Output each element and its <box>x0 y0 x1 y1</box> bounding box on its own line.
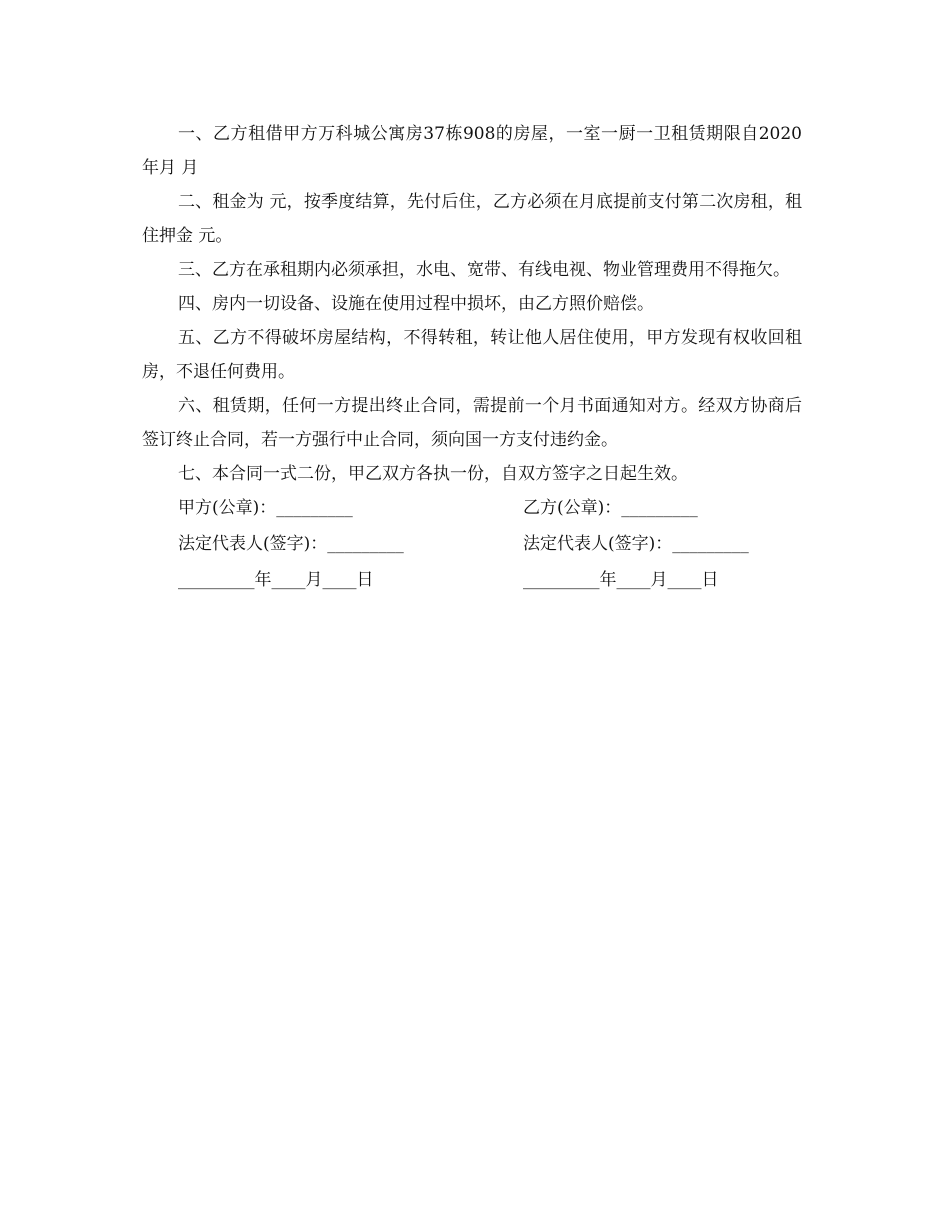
party-a-representative-line: 法定代表人(签字)：_________ <box>178 534 404 554</box>
contract-body <box>142 117 802 599</box>
seal-row <box>142 491 802 527</box>
clause-2: 二、租金为 元，按季度结算，先付后住，乙方必须在月底提前支付第二次房租，租住押金 元。 <box>142 192 802 246</box>
party-b-seal-line: 乙方(公章)：_________ <box>523 498 698 518</box>
party-a-date-line: _________年____月____日 <box>178 570 374 590</box>
clause-6: 六、租赁期，任何一方提出终止合同，需提前一个月书面通知对方。经双方协商后签订终止合同，若一方强行中止合同，须向国一方支付违约金。 <box>142 396 802 450</box>
party-b-representative-line: 法定代表人(签字)：_________ <box>523 534 749 554</box>
party-a-seal-line: 甲方(公章)：_________ <box>178 498 353 518</box>
clause-3: 三、乙方在承租期内必须承担，水电、宽带、有线电视、物业管理费用不得拖欠。 <box>178 260 790 280</box>
clause-7: 七、本合同一式二份，甲乙双方各执一份，自双方签字之日起生效。 <box>178 464 688 484</box>
signature-block <box>142 491 802 599</box>
representative-row <box>142 527 802 563</box>
clause-5: 五、乙方不得破坏房屋结构，不得转租，转让他人居住使用，甲方发现有权收回租房，不退任何费用。 <box>142 328 802 382</box>
date-row <box>142 563 802 599</box>
party-b-date-line: _________年____月____日 <box>523 570 719 590</box>
clause-4: 四、房内一切设备、设施在使用过程中损坏，由乙方照价赔偿。 <box>178 294 654 314</box>
clause-1: 一、乙方租借甲方万科城公寓房37栋908的房屋，一室一厨一卫租赁期限自2020年月 月 <box>142 124 802 178</box>
